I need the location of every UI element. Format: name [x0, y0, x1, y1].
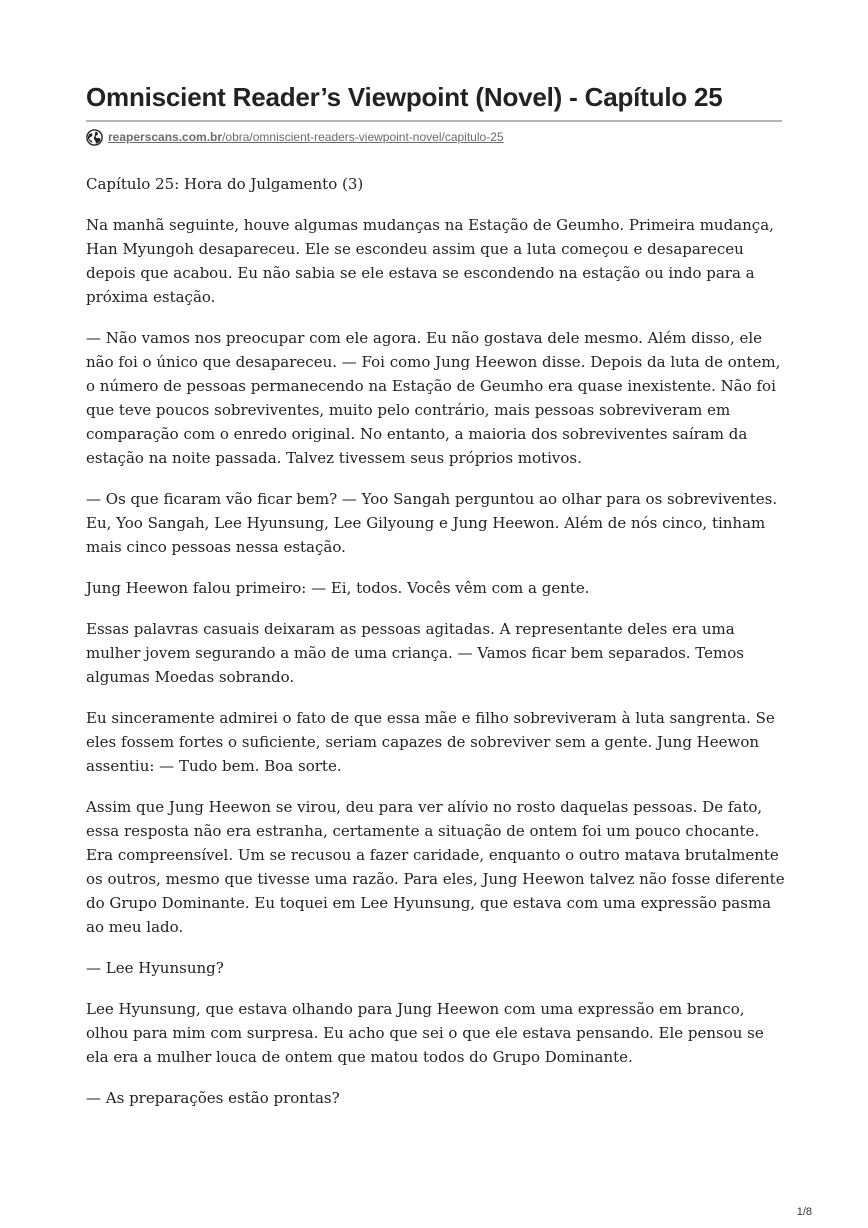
source-link[interactable] [108, 130, 504, 144]
source-domain: reaperscans.com.br [108, 130, 223, 144]
paragraph: Na manhã seguinte, houve algumas mudanças na Estação de Geumho. Primeira mudança, Han Myungoh desapareceu. Ele se escondeu assim que a luta começou e desapareceu depois que acabou. Eu não sabia se ele estava se escondendo na estação ou indo para a próxima estação. [86, 216, 774, 306]
paragraph: Eu sinceramente admirei o fato de que essa mãe e filho sobreviveram à luta sangrenta. Se eles fossem fortes o suficiente, seriam capazes de sobreviver sem a gente. Jung Heewon assentiu: — Tudo bem. Boa sorte. [86, 709, 775, 775]
paragraph: — Lee Hyunsung? [86, 959, 224, 977]
paragraph: — Não vamos nos preocupar com ele agora. Eu não gostava dele mesmo. Além disso, ele não foi o único que desapareceu. — Foi como Jung Heewon disse. Depois da luta de ontem, o número de pessoas permanecendo na Estação de Geumho era quase inexistente. Não foi que teve poucos sobreviventes, muito pelo contrário, mais pessoas sobreviveram em comparação com o enredo original. No entanto, a maioria dos sobreviventes saíram da estação na noite passada. Talvez tivessem seus próprios motivos. [86, 329, 781, 467]
article-body [86, 172, 786, 1127]
page-number: 1/8 [796, 1206, 812, 1218]
paragraph: — As preparações estão prontas? [86, 1089, 340, 1107]
source-line [86, 127, 504, 147]
paragraph: Assim que Jung Heewon se virou, deu para ver alívio no rosto daquelas pessoas. De fato, essa resposta não era estranha, certamente a situação de ontem foi um pouco chocante. Era compreensível. Um se recusou a fazer caridade, enquanto o outro matava brutalmente os outros, mesmo que tivesse uma razão. Para eles, Jung Heewon talvez não fosse diferente do Grupo Dominante. Eu toquei em Lee Hyunsung, que estava com uma expressão pasma ao meu lado. [86, 798, 785, 936]
globe-icon [86, 129, 103, 146]
title-divider [86, 120, 782, 122]
paragraph: — Os que ficaram vão ficar bem? — Yoo Sangah perguntou ao olhar para os sobreviventes. Eu, Yoo Sangah, Lee Hyunsung, Lee Gilyoung e Jung Heewon. Além de nós cinco, tinham mais cinco pessoas nessa estação. [86, 490, 778, 556]
page-title: Omniscient Reader’s Viewpoint (Novel) - Capítulo 25 [86, 82, 723, 112]
chapter-heading: Capítulo 25: Hora do Julgamento (3) [86, 175, 364, 193]
paragraph: Lee Hyunsung, que estava olhando para Jung Heewon com uma expressão em branco, olhou para mim com surpresa. Eu acho que sei o que ele estava pensando. Ele pensou se ela era a mulher louca de ontem que matou todos do Grupo Dominante. [86, 1000, 764, 1066]
source-path: /obra/omniscient-readers-viewpoint-novel/capitulo-25 [222, 130, 504, 144]
paragraph: Essas palavras casuais deixaram as pessoas agitadas. A representante deles era uma mulher jovem segurando a mão de uma criança. — Vamos ficar bem separados. Temos algumas Moedas sobrando. [86, 620, 744, 686]
paragraph: Jung Heewon falou primeiro: — Ei, todos. Vocês vêm com a gente. [86, 579, 590, 597]
